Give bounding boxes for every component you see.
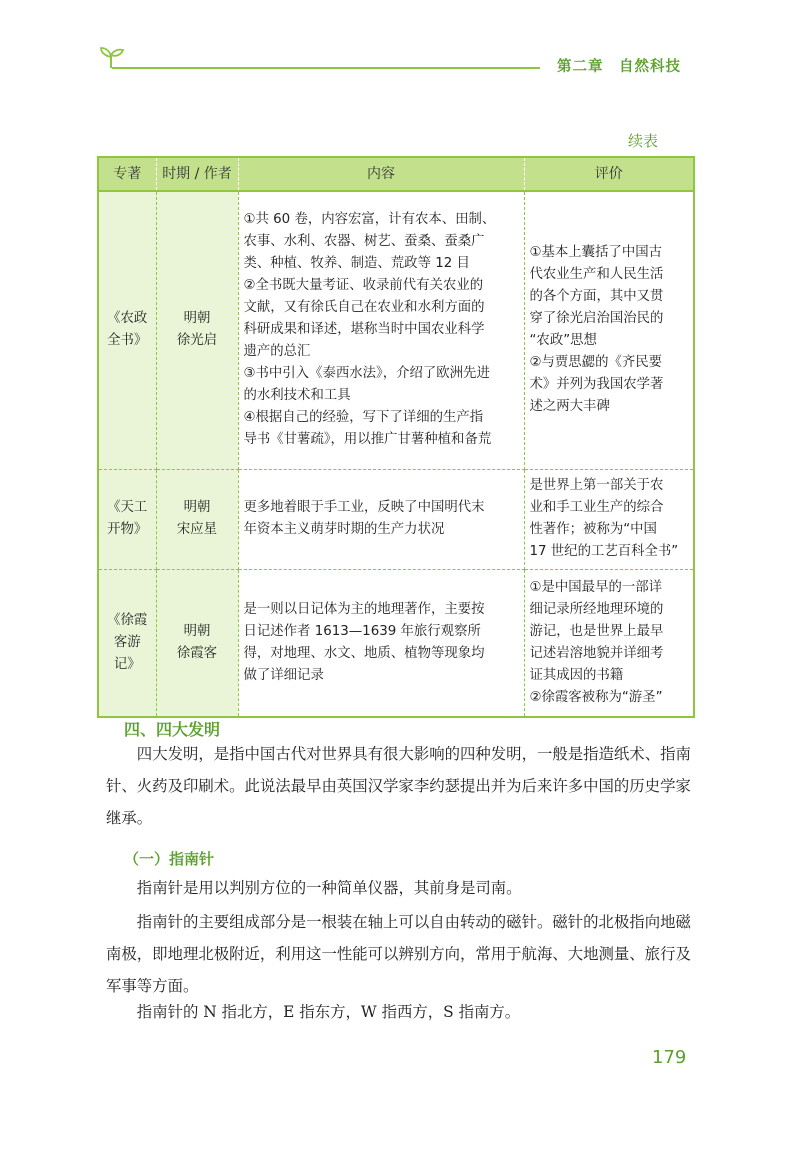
table-row <box>98 469 694 569</box>
col-header-work: 专著 <box>98 157 156 191</box>
cell-work: 《天工 开物》 <box>98 469 156 569</box>
cell-content: 是一则以日记体为主的地理著作，主要按 日记述作者 1613—1639 年旅行观察所 得，对地理、水文、地质、植物等现象均 做了详细记录 <box>238 569 524 717</box>
table-row <box>98 569 694 717</box>
header-rule <box>112 67 540 69</box>
intro-paragraph: 四大发明，是指中国古代对世界具有很大影响的四种发明，一般是指造纸术、指南针、火药及印刷术。此说法最早由英国汉学家李约瑟提出并为后来许多中国的历史学家继承。 <box>106 745 691 827</box>
cell-evaluation: 是世界上第一部关于农 业和手工业生产的综合 性著作；被称为“中国 17 世纪的工艺百科全书” <box>524 469 694 569</box>
cell-work: 《徐霞 客游 记》 <box>98 569 156 717</box>
page-number: 179 <box>652 1047 687 1068</box>
cell-era-author: 明朝 徐光启 <box>156 191 238 469</box>
cell-work: 《农政 全书》 <box>98 191 156 469</box>
col-header-evaluation: 评价 <box>524 157 694 191</box>
subsection-title: （一）指南针 <box>124 850 215 868</box>
table-row <box>98 191 694 469</box>
compass-paragraph-2: 指南针的主要组成部分是一根装在轴上可以自由转动的磁针。磁针的北极指向地磁南极，即地理北极附近，利用这一性能可以辨别方向，常用于航海、大地测量、旅行及军事等方面。 <box>106 913 691 995</box>
compass-paragraph-1: 指南针是用以判别方位的一种简单仪器，其前身是司南。 <box>136 879 522 897</box>
cell-era-author: 明朝 徐霞客 <box>156 569 238 717</box>
compass-paragraph-3: 指南针的 N 指北方，E 指东方，W 指西方，S 指南方。 <box>136 1003 521 1021</box>
continued-table-label: 续表 <box>628 132 659 150</box>
table-header-row <box>98 157 694 191</box>
cell-content: 更多地着眼于手工业，反映了中国明代末 年资本主义萌芽时期的生产力状况 <box>238 469 524 569</box>
cell-evaluation: ①是中国最早的一部详 细记录所经地理环境的 游记，也是世界上最早 记述岩溶地貌并详细考 证其成因的书籍 ②徐霞客被称为“游圣” <box>524 569 694 717</box>
works-table <box>97 156 695 718</box>
cell-evaluation: ①基本上囊括了中国古 代农业生产和人民生活 的各个方面，其中又贯 穿了徐光启治国治民的 “农政”思想 ②与贾思勰的《齐民要 术》并列为我国农学著 述之两大丰碑 <box>524 191 694 469</box>
chapter-title: 第二章 自然科技 <box>557 59 681 75</box>
section-title: 四、四大发明 <box>124 720 221 739</box>
cell-era-author: 明朝 宋应星 <box>156 469 238 569</box>
col-header-era-author: 时期 / 作者 <box>156 157 238 191</box>
cell-content: ①共 60 卷，内容宏富，计有农本、田制、 农事、水利、农器、树艺、蚕桑、蚕桑广 类、种植、牧养、制造、荒政等 12 目 ②全书既大量考证、收录前代有关农业的 文献，又有徐氏自己在农业和水利方面的 科研成果和译述，堪称当时中国农业科学 遗产的总汇 ③书中引入《泰西水法》，介绍了欧洲先进 的水利技术和工具 ④根据自己的经验，写下了详细的生产指 导书《甘薯疏》，用以推广甘薯种植和备荒 <box>238 191 524 469</box>
col-header-content: 内容 <box>238 157 524 191</box>
